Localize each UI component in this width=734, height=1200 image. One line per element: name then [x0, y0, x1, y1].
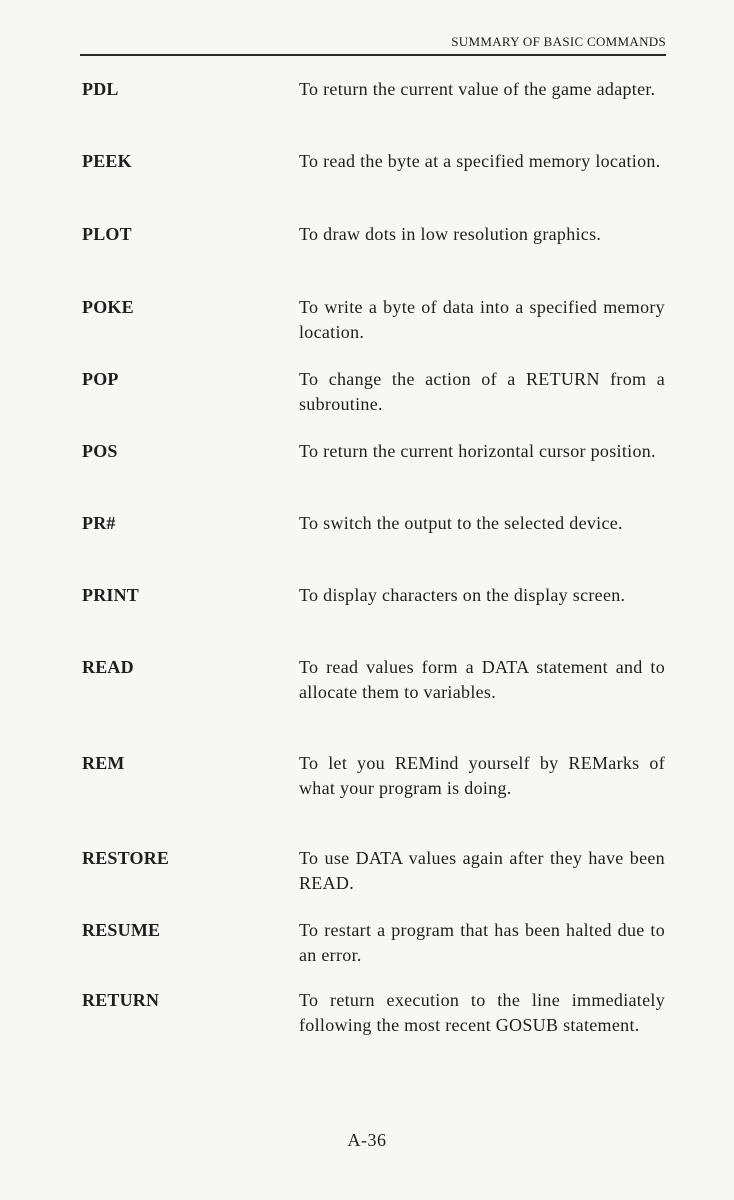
- command-description: To return the current horizontal cursor position.: [299, 441, 656, 461]
- command-name: PEEK: [82, 151, 132, 171]
- command-name: REM: [82, 753, 125, 773]
- command-description: To display characters on the display screen.: [299, 585, 626, 605]
- header-rule: [80, 54, 666, 56]
- command-name: POP: [82, 369, 119, 389]
- command-name: PR#: [82, 513, 116, 533]
- command-description: To restart a program that has been halted due to an error.: [299, 920, 665, 965]
- command-description: To return execution to the line immediately following the most recent GOSUB statement.: [299, 990, 665, 1035]
- command-description: To write a byte of data into a specified memory location.: [299, 297, 665, 342]
- command-name: POKE: [82, 297, 134, 317]
- page-number: A-36: [347, 1130, 387, 1150]
- command-description: To draw dots in low resolution graphics.: [299, 224, 602, 244]
- command-name: PDL: [82, 79, 119, 99]
- command-description: To read the byte at a specified memory location.: [299, 151, 661, 171]
- command-description: To return the current value of the game adapter.: [299, 79, 656, 99]
- command-name: RESUME: [82, 920, 161, 940]
- command-name: READ: [82, 657, 134, 677]
- command-description: To use DATA values again after they have been READ.: [299, 848, 665, 893]
- command-description: To read values form a DATA statement and to allocate them to variables.: [299, 657, 665, 702]
- command-description: To switch the output to the selected device.: [299, 513, 623, 533]
- running-header: SUMMARY OF BASIC COMMANDS: [451, 34, 666, 49]
- command-name: POS: [82, 441, 118, 461]
- command-description: To let you REMind yourself by REMarks of what your program is doing.: [299, 753, 665, 798]
- command-name: RESTORE: [82, 848, 170, 868]
- command-description: To change the action of a RETURN from a subroutine.: [299, 369, 665, 414]
- command-name: PRINT: [82, 585, 140, 605]
- command-name: RETURN: [82, 990, 160, 1010]
- command-name: PLOT: [82, 224, 132, 244]
